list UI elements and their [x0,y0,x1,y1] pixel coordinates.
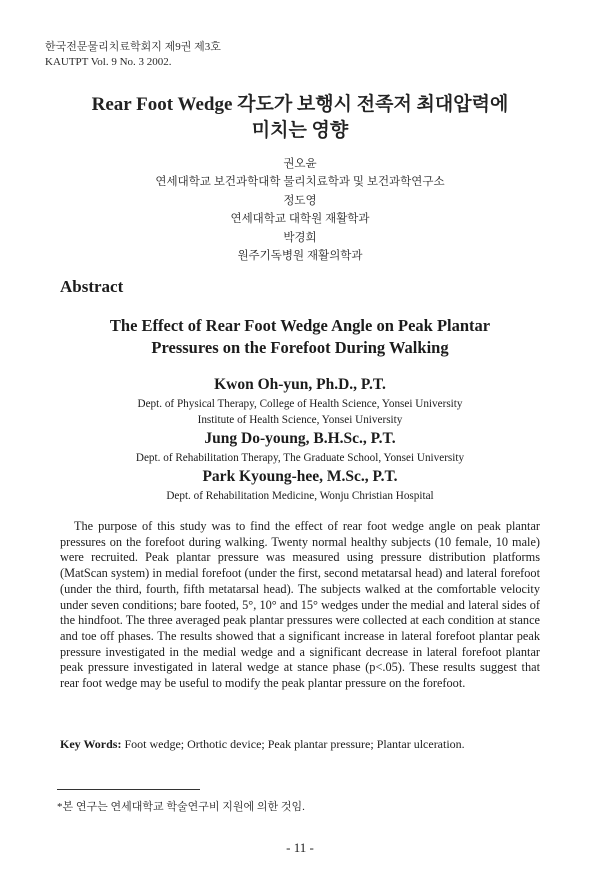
keywords-label: Key Words: [60,737,122,751]
korean-author-name: 권오윤 [283,158,317,170]
abstract-body: The purpose of this study was to find the effect of rear foot wedge angle on peak plantar pressures on the forefoot during walking. Twenty normal healthy subjects (10 female, 10 male) were recruited. Peak plantar pressure was measured using pressure distribution platforms (MatScan system) in medial forefoot (under the first, second metatarsal head) and lateral forefoot (under the third, fourth, fifth metatarsal head). The subjects walked at the comfortable velocity under seven conditions; bare footed, 5°, 10° and 15° wedges under the medial and lateral sides of the hindfoot. The three averaged peak plantar pressures were collected at each condition at stance and toe off phases. The results showed that a significant increase in lateral forefoot plantar peak pressure investigated in the medial wedge and a significant decrease in lateral forefoot plantar peak pressure investigated in lateral wedge at stance phase (p<.05). These results suggest that rear foot wedge may be useful to modify the peak plantar pressure on the forefoot. [60,519,540,691]
footnote: *본 연구는 연세대학교 학술연구비 지원에 의한 것임. [57,801,305,813]
korean-title [40,92,560,144]
journal-english-line: KAUTPT Vol. 9 No. 3 2002. [45,56,172,68]
korean-author-affiliation: 연세대학교 대학원 재활학과 [230,213,370,226]
korean-author-affiliation: 연세대학교 보건과학대학 물리치료학과 및 보건과학연구소 [155,176,445,189]
english-author-name: Park Kyoung-hee, M.Sc., P.T. [202,468,398,485]
footnote-divider [57,789,200,790]
english-title-line2: Pressures on the Forefoot During Walking [151,338,449,357]
english-title-line1: The Effect of Rear Foot Wedge Angle on Peak Plantar [109,316,491,335]
keywords-line [60,737,550,752]
page-number: - 11 - [286,840,314,855]
english-author-name: Jung Do-young, B.H.Sc., P.T. [204,430,396,447]
korean-author-affiliation: 원주기독병원 재활의학과 [237,250,363,263]
english-author-block [40,374,560,504]
korean-title-line2: 미치는 영향 [251,120,349,141]
keywords-text: Foot wedge; Orthotic device; Peak plantar pressure; Plantar ulceration. [124,737,465,751]
journal-header [45,40,221,70]
english-author-affiliation: Institute of Health Science, Yonsei University [197,414,403,426]
korean-author-name: 정도영 [283,194,317,207]
english-author-affiliation: Dept. of Physical Therapy, College of Health Science, Yonsei University [137,398,463,410]
english-author-affiliation: Dept. of Rehabilitation Therapy, The Graduate School, Yonsei University [135,452,465,464]
korean-title-line1: Rear Foot Wedge 각도가 보행시 전족저 최대압력에 [91,94,509,115]
english-author-affiliation: Dept. of Rehabilitation Medicine, Wonju Christian Hospital [166,490,434,502]
korean-author-block [40,155,560,265]
korean-author-name: 박경희 [283,231,317,244]
journal-korean-line: 한국전문물리치료학회지 제9권 제3호 [45,41,221,53]
abstract-heading: Abstract [60,277,124,296]
english-author-name: Kwon Oh-yun, Ph.D., P.T. [214,376,386,393]
english-title [40,315,560,359]
